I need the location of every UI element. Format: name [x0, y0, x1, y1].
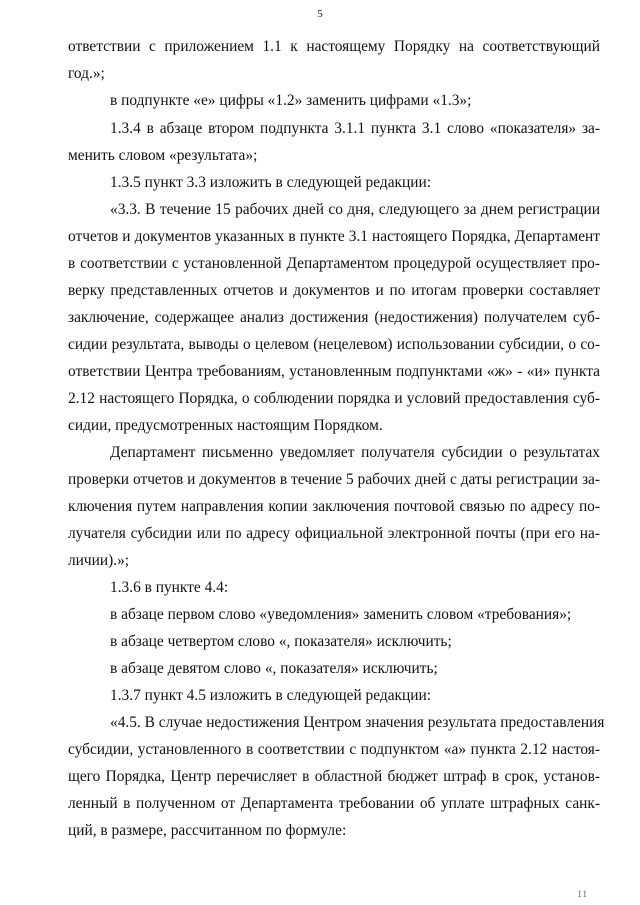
text-line: проверки отчетов и документов в течение 5 рабочих дней с даты регистрации за-	[68, 471, 600, 488]
text-line: щего Порядка, Центр перечисляет в областной бюджет штраф в срок, установ-	[68, 768, 600, 785]
page-number: 5	[317, 8, 323, 20]
text-line: верку представленных отчетов и документов и по итогам проверки составляет	[68, 282, 600, 299]
text-line: ленный в полученном от Департамента требовании об уплате штрафных санк-	[68, 795, 600, 812]
text-line: «4.5. В случае недостижения Центром значения результата предоставления	[110, 714, 605, 731]
text-line: 1.3.7 пункт 4.5 изложить в следующей редакции:	[110, 687, 431, 704]
text-line: в абзаце четвертом слово «, показателя» исключить;	[110, 633, 452, 650]
text-line: ответствии с приложением 1.1 к настоящему Порядку на соответствующий	[68, 38, 600, 55]
text-line: ответствии Центра требованиям, установленным подпунктами «ж» - «и» пункта	[68, 363, 600, 380]
text-line: «3.3. В течение 15 рабочих дней со дня, следующего за днем регистрации	[110, 201, 600, 218]
text-line: отчетов и документов указанных в пункте 3.1 настоящего Порядка, Департамент	[68, 228, 600, 245]
footer-mark: 11	[577, 889, 588, 899]
text-line: в абзаце девятом слово «, показателя» исключить;	[110, 660, 438, 677]
text-line: Департамент письменно уведомляет получателя субсидии о результатах	[110, 444, 600, 461]
text-line: сидии, предусмотренных настоящим Порядком.	[68, 417, 383, 434]
text-line: ций, в размере, рассчитанном по формуле:	[68, 822, 347, 839]
text-line: 1.3.4 в абзаце втором подпункта 3.1.1 пункта 3.1 слово «показателя» за-	[110, 120, 600, 137]
text-line: личии).»;	[68, 552, 130, 569]
text-line: в соответствии с установленной Департаментом процедурой осуществляет про-	[68, 255, 600, 272]
text-line: 1.3.5 пункт 3.3 изложить в следующей редакции:	[110, 174, 431, 191]
text-line: менить словом «результата»;	[68, 147, 258, 164]
text-line: ключения путем направления копии заключения почтовой связью по адресу по-	[68, 498, 600, 515]
text-line: 2.12 настоящего Порядка, о соблюдении порядка и условий предоставления суб-	[68, 390, 600, 407]
text-line: в подпункте «е» цифры «1.2» заменить цифрами «1.3»;	[110, 92, 472, 109]
text-line: сидии результата, выводы о целевом (нецелевом) использовании субсидии, о со-	[68, 336, 600, 353]
text-line: заключение, содержащее анализ достижения (недостижения) получателем суб-	[68, 309, 600, 326]
text-line: 1.3.6 в пункте 4.4:	[110, 579, 229, 596]
text-line: лучателя субсидии или по адресу официальной электронной почты (при его на-	[68, 525, 600, 542]
text-line: в абзаце первом слово «уведомления» заменить словом «требования»;	[110, 606, 572, 623]
text-line: год.»;	[68, 65, 105, 82]
text-line: субсидии, установленного в соответствии с подпунктом «а» пункта 2.12 настоя-	[68, 741, 600, 758]
